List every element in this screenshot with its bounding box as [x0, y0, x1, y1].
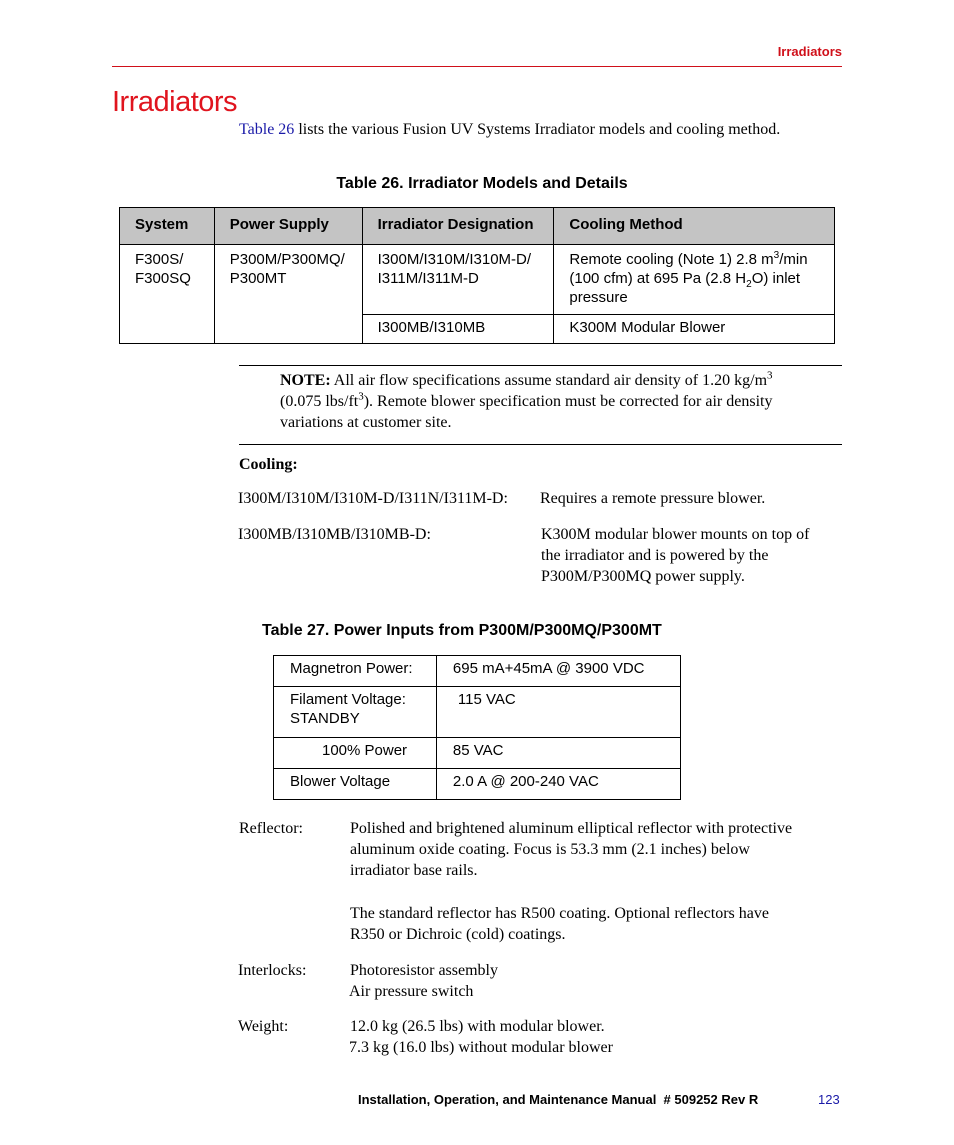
page-title: Irradiators	[112, 86, 238, 118]
designation-line: I311M/I311M-D	[377, 270, 479, 287]
system-line: F300SQ	[135, 270, 191, 287]
cooling-line: (100 cfm) at 695 Pa (2.8 $H_2O$) inlet	[569, 270, 801, 290]
table26-caption: Table 26. Irradiator Models and Details	[336, 175, 628, 192]
table-row	[274, 738, 681, 769]
cooling-item-value	[541, 524, 841, 587]
interlock-item: Air pressure switch	[349, 983, 474, 1000]
power-inputs-table	[273, 655, 681, 800]
reflector-coating-note	[350, 903, 842, 945]
table-row	[274, 687, 681, 738]
interlocks-list	[349, 960, 498, 1002]
cooling-value-line: the irradiator and is powered by the	[541, 547, 769, 564]
running-header: Irradiators	[777, 44, 842, 59]
note-block	[280, 370, 840, 433]
table-row	[274, 769, 681, 800]
cell-system	[120, 245, 215, 344]
cell-value: 85 VAC	[436, 738, 680, 769]
cooling-value-line: K300M modular blower mounts on top of	[541, 526, 810, 543]
cell-designation	[362, 245, 554, 315]
reflector-line: Polished and brightened aluminum elliptical reflector with protective	[350, 820, 793, 837]
intro-paragraph	[239, 119, 780, 140]
note-rule-top	[239, 365, 842, 366]
cell-designation: I300MB/I310MB	[362, 315, 554, 344]
cell-label	[274, 687, 437, 738]
cooling-item-label: I300MB/I310MB/I310MB-D:	[238, 526, 431, 543]
power-supply-line: P300M/P300MQ/	[229, 251, 345, 268]
cell-label: Blower Voltage	[274, 769, 437, 800]
label-line: STANDBY	[290, 710, 360, 727]
table-row	[274, 656, 681, 687]
cell-cooling-method	[554, 245, 835, 315]
irradiator-models-table	[119, 207, 835, 344]
col-header-system: System	[120, 208, 215, 245]
reflector-label: Reflector:	[239, 820, 303, 837]
label-line: Filament Voltage:	[290, 691, 406, 708]
note-line: variations at customer site.	[280, 414, 452, 431]
cooling-line: Remote cooling (Note 1) 2.8 $m^3/\min$	[569, 250, 808, 268]
weight-item: 7.3 kg (16.0 lbs) without modular blower	[349, 1039, 613, 1056]
cooling-item-value: Requires a remote pressure blower.	[540, 490, 766, 507]
cell-value: 115 VAC	[436, 687, 680, 738]
intro-text: lists the various Fusion UV Systems Irradiator models and cooling method.	[294, 121, 781, 138]
reflector-line: The standard reflector has R500 coating. Optional reflectors have	[350, 905, 769, 922]
col-header-irradiator-designation: Irradiator Designation	[362, 208, 554, 245]
power-supply-line: P300MT	[229, 270, 287, 287]
interlock-item: Photoresistor assembly	[350, 962, 498, 979]
cooling-line: pressure	[569, 289, 628, 306]
system-line: F300S/	[135, 251, 184, 268]
cooling-heading: Cooling:	[239, 456, 298, 473]
footer-manual-title: Installation, Operation, and Maintenance Manual # 509252 Rev R	[358, 1092, 759, 1107]
note-label: NOTE:	[280, 372, 331, 389]
col-header-power-supply: Power Supply	[214, 208, 362, 245]
table27-caption: Table 27. Power Inputs from P300M/P300MQ/P300MT	[262, 622, 662, 639]
table26-link[interactable]: Table 26	[239, 121, 295, 138]
reflector-line: aluminum oxide coating. Focus is 53.3 mm (2.1 inches) below	[350, 841, 750, 858]
reflector-description	[350, 818, 842, 881]
cooling-value-line: P300M/P300MQ power supply.	[541, 568, 745, 585]
page-number: 123	[818, 1092, 840, 1107]
weight-label: Weight:	[238, 1018, 289, 1035]
table-header-row	[120, 208, 835, 245]
table-row	[120, 245, 835, 315]
cell-label: 100% Power	[274, 738, 437, 769]
note-rule-bottom	[239, 444, 842, 445]
cell-value: 2.0 A @ 200-240 VAC	[436, 769, 680, 800]
col-header-cooling-method: Cooling Method	[554, 208, 835, 245]
cell-label: Magnetron Power:	[274, 656, 437, 687]
cell-power-supply	[214, 245, 362, 344]
designation-line: I300M/I310M/I310M-D/	[377, 251, 532, 268]
cell-cooling-method: K300M Modular Blower	[554, 315, 835, 344]
reflector-line: R350 or Dichroic (cold) coatings.	[350, 926, 566, 943]
note-line: NOTE: All air flow specifications assume standard air density of 1.20 $kg/m^3$	[280, 369, 773, 389]
header-rule	[112, 66, 842, 67]
interlocks-label: Interlocks:	[238, 962, 307, 979]
reflector-line: irradiator base rails.	[350, 862, 478, 879]
cell-value: 695 mA+45mA @ 3900 VDC	[436, 656, 680, 687]
note-line: (0.075 lbs/$ft^3$). Remote blower specification must be corrected for air density	[280, 390, 773, 410]
cooling-item-label: I300M/I310M/I310M-D/I311N/I311M-D:	[238, 490, 508, 507]
weight-item: 12.0 kg (26.5 lbs) with modular blower.	[350, 1018, 605, 1035]
weight-list	[349, 1016, 613, 1058]
